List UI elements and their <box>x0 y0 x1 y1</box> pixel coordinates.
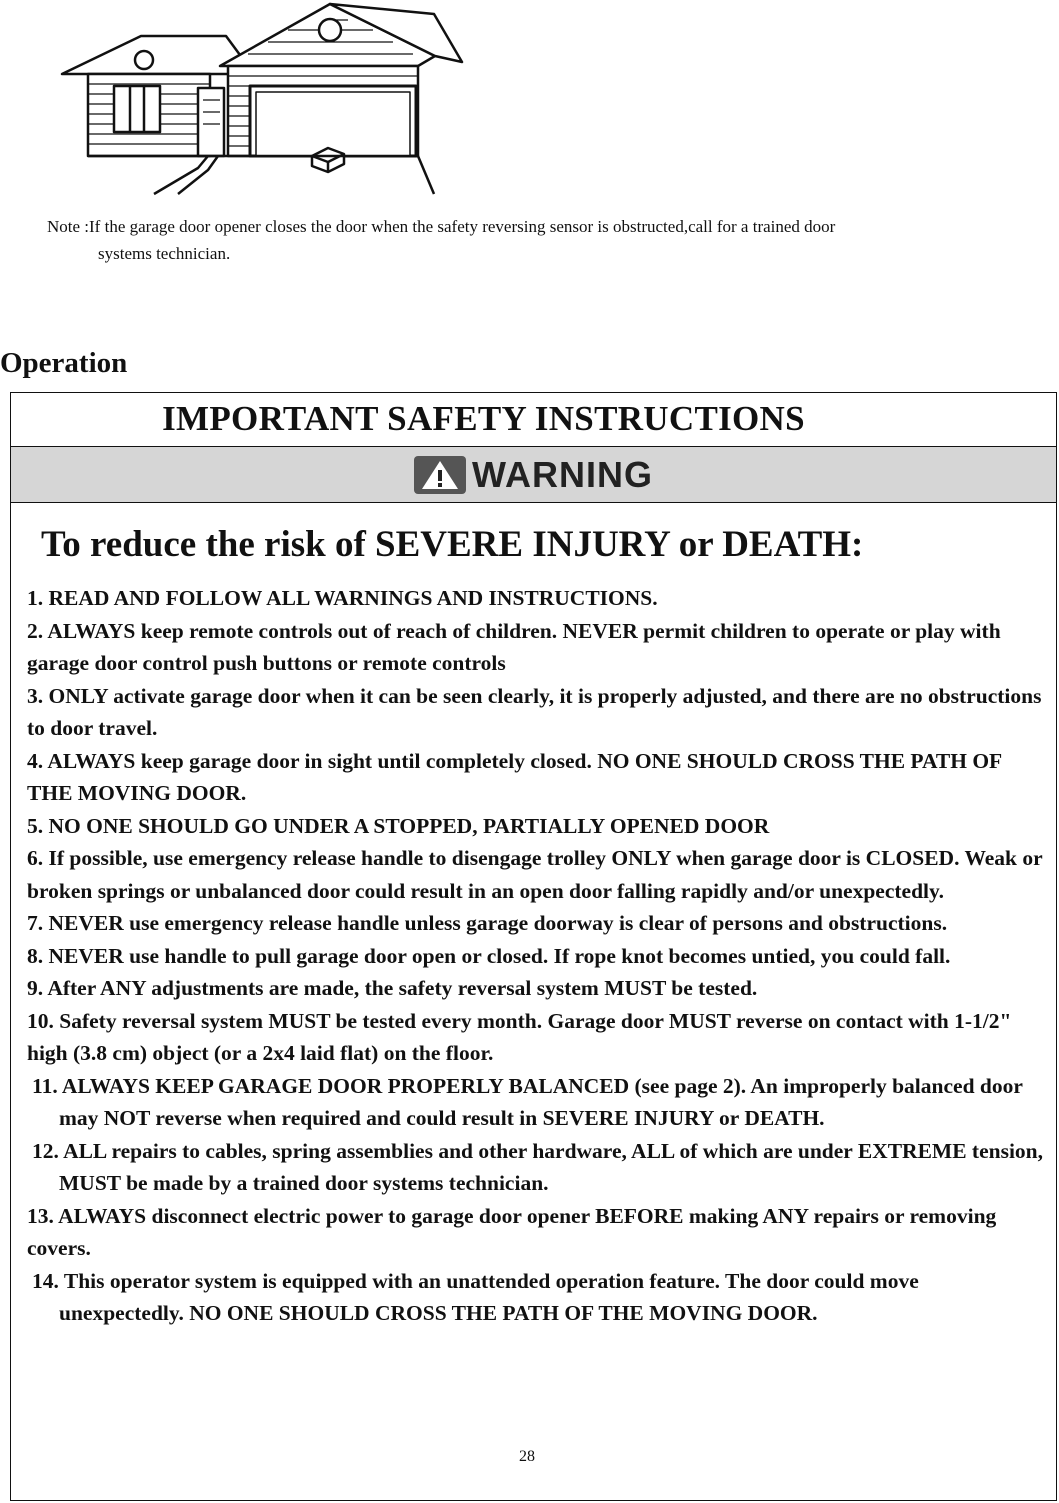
note-line-1: Note :If the garage door opener closes the door when the safety reversing sensor is obstructed,call for a trained door <box>47 217 836 236</box>
house-illustration <box>58 0 468 196</box>
warning-badge <box>414 454 653 496</box>
instruction-item: 4. ALWAYS keep garage door in sight until completely closed. NO ONE SHOULD CROSS THE PATH OF THE MOVING DOOR. <box>27 748 1002 805</box>
instruction-item: 12. ALL repairs to cables, spring assemblies and other hardware, ALL of which are under EXTREME tension, MUST be made by a trained door systems technician. <box>32 1138 1044 1195</box>
page-number: 28 <box>519 1448 535 1465</box>
warning-triangle-icon <box>414 456 466 494</box>
note-paragraph <box>47 213 1037 267</box>
instruction-item: 7. NEVER use emergency release handle unless garage doorway is clear of persons and obstructions. <box>27 911 948 935</box>
box-title: IMPORTANT SAFETY INSTRUCTIONS <box>11 393 1056 447</box>
instruction-item: 11. ALWAYS KEEP GARAGE DOOR PROPERLY BALANCED (see page 2). An improperly balanced door may NOT reverse when required and could result in SEVERE INJURY or DEATH. <box>32 1073 1023 1130</box>
instruction-item: 1. READ AND FOLLOW ALL WARNINGS AND INSTRUCTIONS. <box>27 586 658 610</box>
instruction-item: 8. NEVER use handle to pull garage door open or closed. If rope knot becomes untied, you could fall. <box>27 943 951 968</box>
risk-heading: To reduce the risk of SEVERE INJURY or DEATH: <box>41 524 864 565</box>
section-title: Operation <box>0 347 128 379</box>
instruction-item: 2. ALWAYS keep remote controls out of reach of children. NEVER permit children to operate or play with garage door control push buttons or remote controls <box>27 618 1001 675</box>
instruction-item: 13. ALWAYS disconnect electric power to garage door opener BEFORE making ANY repairs or removing covers. <box>27 1203 997 1260</box>
instruction-item: 5. NO ONE SHOULD GO UNDER A STOPPED, PARTIALLY OPENED DOOR <box>27 813 770 838</box>
warning-label: WARNING <box>472 453 653 495</box>
safety-instructions-box <box>10 392 1057 1501</box>
note-line-2: systems technician. <box>98 244 231 263</box>
instruction-item: 6. If possible, use emergency release handle to disengage trolley ONLY when garage door is CLOSED. Weak or broken springs or unbalanced door could result in an open door falling rapidly and/or unexpectedly. <box>27 846 1043 903</box>
instruction-item: 10. Safety reversal system MUST be tested every month. Garage door MUST reverse on contact with 1-1/2" high (3.8 cm) object (or a 2x4 laid flat) on the floor. <box>27 1008 1012 1065</box>
instruction-item: 3. ONLY activate garage door when it can be seen clearly, it is properly adjusted, and there are no obstructions to door travel. <box>27 683 1042 740</box>
instruction-item: 9. After ANY adjustments are made, the safety reversal system MUST be tested. <box>27 976 758 1000</box>
instruction-list <box>11 582 1056 1330</box>
instruction-item: 14. This operator system is equipped with an unattended operation feature. The door could move unexpectedly. NO ONE SHOULD CROSS THE PATH OF THE MOVING DOOR. <box>32 1268 919 1325</box>
warning-bar <box>11 447 1056 503</box>
